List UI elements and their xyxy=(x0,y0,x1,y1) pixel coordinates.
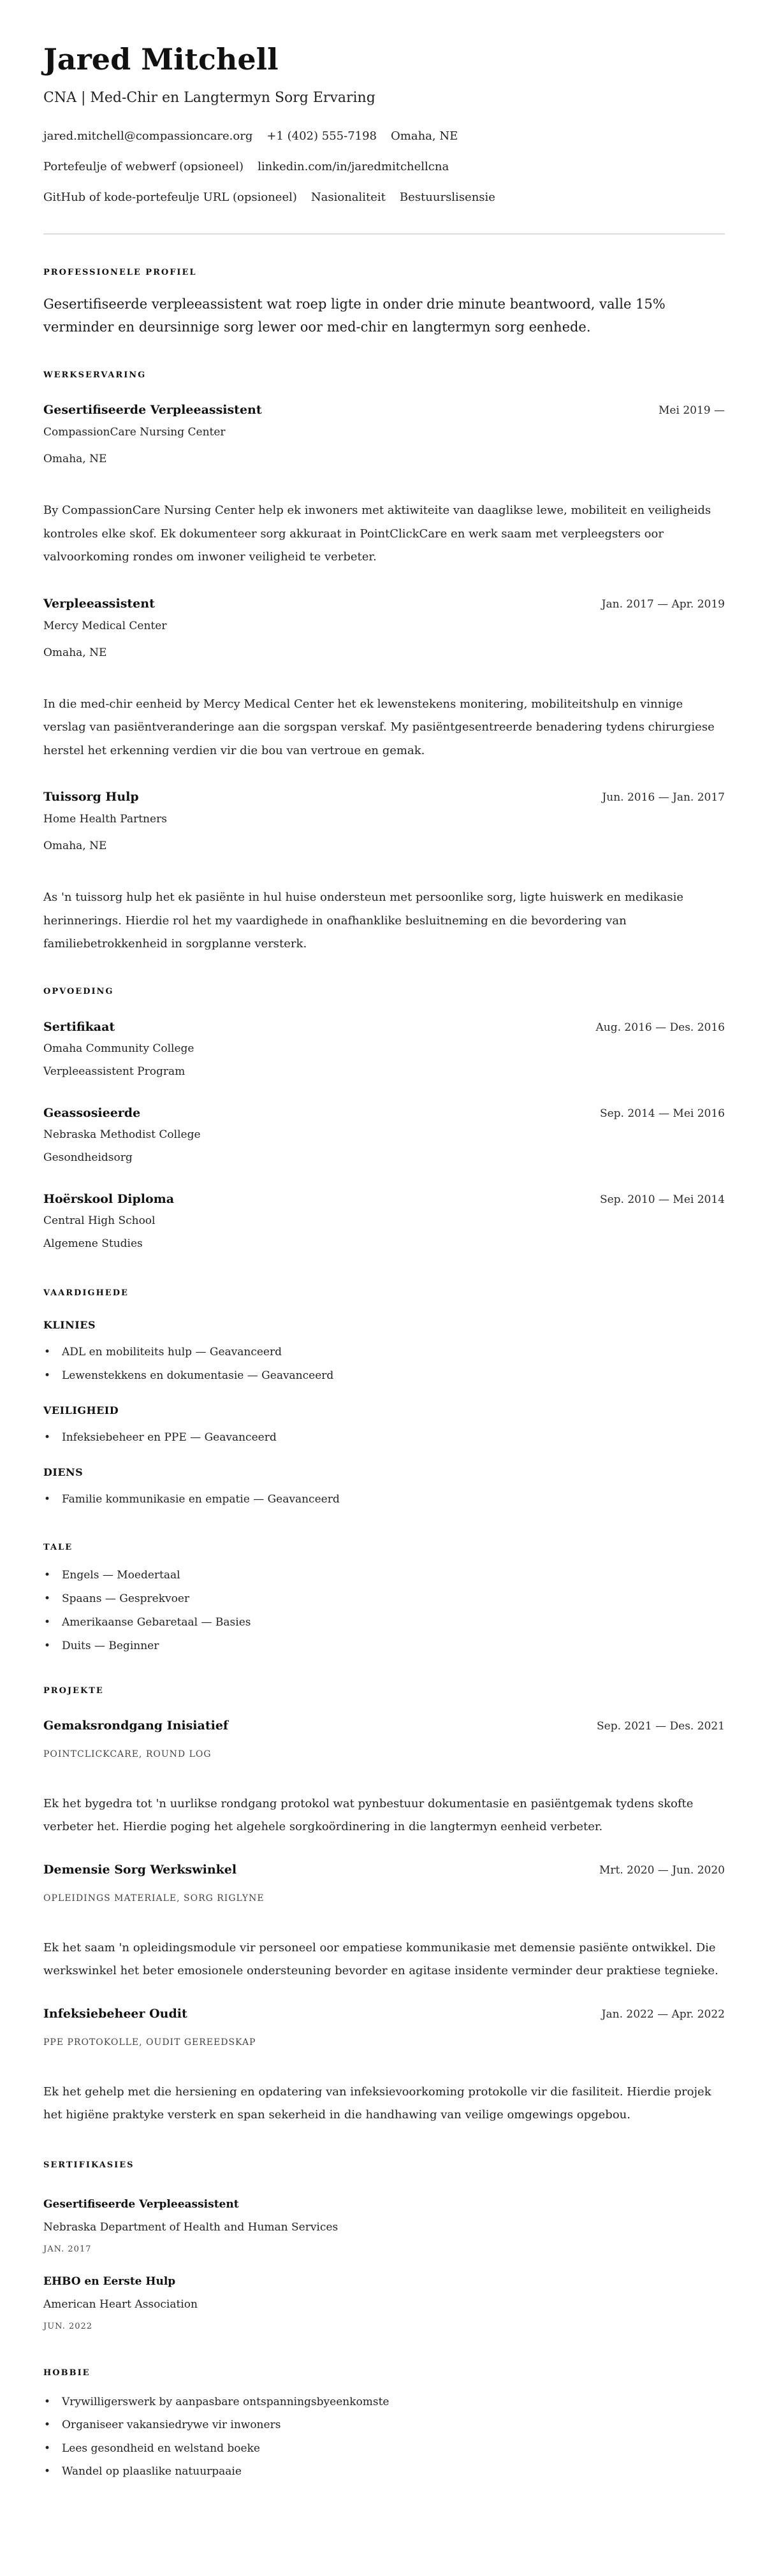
skill-list xyxy=(43,1341,725,1388)
job-entry xyxy=(43,595,725,763)
hobby-item: • Lees gesondheid en welstand boeke xyxy=(43,2437,725,2461)
contact-item xyxy=(43,129,252,143)
skill-item: • ADL en mobiliteits hulp — Geavanceerd xyxy=(43,1341,725,1364)
school: Omaha Community College xyxy=(43,1042,194,1055)
skills-section xyxy=(43,1287,725,1511)
language-item: • Spaans — Gesprekvoer xyxy=(43,1587,725,1611)
language-item: • Amerikaanse Gebaretaal — Basies xyxy=(43,1611,725,1634)
education-dates: Sep. 2014 — Mei 2016 xyxy=(599,1107,725,1120)
project-description: Ek het bygedra tot 'n uurlikse rondgang protokol wat pynbestuur dokumentasie en pasiëntgemak tydens skofte verbeter het. Hierdie poging het algehele sorgkoördinering in die langtermyn eenheid verbeter. xyxy=(43,1796,694,1833)
resume-header xyxy=(43,41,725,207)
job-dates: Mei 2019 — xyxy=(659,404,725,417)
contact-item xyxy=(43,191,297,204)
skill-list xyxy=(43,1426,725,1450)
project-title: Demensie Sorg Werkswinkel xyxy=(43,1862,237,1877)
section-heading: TALE xyxy=(43,1542,73,1552)
project-tech: POINTCLICKCARE, ROUND LOG xyxy=(43,1749,212,1759)
education-section xyxy=(43,986,725,1256)
section-heading: VAARDIGHEDE xyxy=(43,1288,129,1298)
contact-link[interactable]: +1 (402) 555-7198 xyxy=(266,129,377,143)
work-section xyxy=(43,369,725,956)
language-item: • Duits — Beginner xyxy=(43,1634,725,1658)
job-header xyxy=(43,595,725,613)
projects-section xyxy=(43,1685,725,2127)
project-title: Gemaksrondgang Inisiatief xyxy=(43,1718,229,1733)
candidate-name: Jared Mitchell xyxy=(43,42,279,76)
contact-link[interactable]: Nasionaliteit xyxy=(310,191,386,204)
degree: Hoërskool Diploma xyxy=(43,1191,175,1206)
section-heading: OPVOEDING xyxy=(43,986,114,996)
certification-title: Gesertifiseerde Verpleeassistent xyxy=(43,2197,239,2211)
project-description: Ek het saam 'n opleidingsmodule vir personeel oor empatiese kommunikasie met demensie pasiënte ontwikkel. Die werkswinkel het beter emosionele ondersteuning bevorder en agitase insidente verminder deur praktiese tegnieke. xyxy=(43,1940,718,1977)
project-dates: Mrt. 2020 — Jun. 2020 xyxy=(599,1863,725,1877)
skill-item: • Lewenstekkens en dokumentasie — Geavanceerd xyxy=(43,1364,725,1388)
project-dates: Sep. 2021 — Des. 2021 xyxy=(597,1719,725,1733)
certifications-section xyxy=(43,2159,725,2333)
education-header xyxy=(43,1018,725,1037)
job-location: Omaha, NE xyxy=(43,453,107,465)
section-heading: PROJEKTE xyxy=(43,1685,104,1696)
project-header xyxy=(43,1717,725,1735)
hobby-list xyxy=(43,2390,725,2484)
project-header xyxy=(43,2005,725,2023)
certification-title: EHBO en Eerste Hulp xyxy=(43,2274,176,2288)
section-heading: SERTIFIKASIES xyxy=(43,2160,135,2170)
contact-row xyxy=(43,127,725,145)
section-heading: HOBBIE xyxy=(43,2368,91,2378)
contact-info xyxy=(43,127,725,207)
job-company: Home Health Partners xyxy=(43,813,167,826)
job-header xyxy=(43,788,725,806)
project-entry xyxy=(43,2005,725,2127)
certification-issuer: Nebraska Department of Health and Human Services xyxy=(43,2220,339,2234)
profile-section xyxy=(43,266,725,338)
job-description: In die med-chir eenheid by Mercy Medical Center het ek lewenstekens monitering, mobiliteitshulp en vinnige verslag van pasiëntveranderinge aan die sorgspan verskaf. My pasiëntgesentreerde benadering tydens chirurgiese herstel het erkenning verdien vir die bou van vertroue en gemak. xyxy=(43,697,715,757)
contact-link[interactable]: Omaha, NE xyxy=(391,129,458,143)
field-of-study: Verpleeassistent Program xyxy=(43,1065,186,1078)
contact-link[interactable]: linkedin.com/in/jaredmitchellcna xyxy=(258,160,449,173)
education-entry xyxy=(43,1018,725,1084)
school: Central High School xyxy=(43,1214,156,1227)
project-description: Ek het gehelp met die hersiening en opdatering van infeksievoorkoming protokolle vir die fasiliteit. Hierdie projek het higiëne praktyke versterk en span sekerheid in die handhawing van veilige omgewings opgebou. xyxy=(43,2085,711,2121)
project-entry xyxy=(43,1717,725,1838)
contact-item xyxy=(43,160,244,173)
school: Nebraska Methodist College xyxy=(43,1128,201,1141)
job-title: Gesertifiseerde Verpleeassistent xyxy=(43,403,262,417)
certification-date: JAN. 2017 xyxy=(43,2244,92,2254)
certification-list xyxy=(43,2196,725,2333)
degree: Sertifikaat xyxy=(43,1019,115,1034)
education-header xyxy=(43,1104,725,1123)
hobby-item: • Organiseer vakansiedrywe vir inwoners xyxy=(43,2413,725,2437)
degree: Geassosieerde xyxy=(43,1105,141,1120)
job-location: Omaha, NE xyxy=(43,840,107,852)
contact-link[interactable]: jared.mitchell@compassioncare.org xyxy=(43,129,253,143)
language-list xyxy=(43,1564,725,1658)
education-entry xyxy=(43,1104,725,1170)
skill-item: • Familie kommunikasie en empatie — Geavanceerd xyxy=(43,1488,725,1511)
job-dates: Jun. 2016 — Jan. 2017 xyxy=(602,791,725,804)
job-entry xyxy=(43,401,725,569)
job-location: Omaha, NE xyxy=(43,646,107,659)
job-title: Tuissorg Hulp xyxy=(43,790,139,804)
header-divider xyxy=(43,233,725,235)
certification-entry xyxy=(43,2196,725,2256)
languages-section xyxy=(43,1541,725,1658)
education-list xyxy=(43,1018,725,1256)
job-description: By CompassionCare Nursing Center help ek inwoners met aktiwiteite van daaglikse lewe, mobiliteit en veiligheids kontroles elke skof. Ek dokumenteer sorg akkuraat in PointClickCare en werk saam met verpleegsters oor valvoorkoming rondes om inwoner veiligheid te verbeter. xyxy=(43,504,711,564)
project-tech: PPE PROTOKOLLE, OUDIT GEREEDSKAP xyxy=(43,2037,256,2048)
contact-link[interactable]: GitHub of kode-portefeulje URL (opsioneel) xyxy=(43,191,297,204)
project-tech: OPLEIDINGS MATERIALE, SORG RIGLYNE xyxy=(43,1893,265,1903)
job-company: Mercy Medical Center xyxy=(43,619,167,632)
job-entry xyxy=(43,788,725,956)
education-dates: Sep. 2010 — Mei 2014 xyxy=(599,1193,725,1206)
field-of-study: Gesondheidsorg xyxy=(43,1151,133,1164)
education-dates: Aug. 2016 — Des. 2016 xyxy=(595,1021,725,1034)
certification-date: JUN. 2022 xyxy=(43,2321,93,2331)
job-company: CompassionCare Nursing Center xyxy=(43,426,226,439)
skill-list xyxy=(43,1488,725,1511)
certification-entry xyxy=(43,2273,725,2333)
candidate-headline: CNA | Med-Chir en Langtermyn Sorg Ervaring xyxy=(43,90,375,106)
contact-item xyxy=(391,129,458,143)
skill-categories xyxy=(43,1318,725,1511)
skill-category: DIENS xyxy=(43,1466,84,1478)
contact-item xyxy=(258,160,449,173)
job-dates: Jan. 2017 — Apr. 2019 xyxy=(601,597,725,611)
contact-link[interactable]: Portefeulje of webwerf (opsioneel) xyxy=(43,160,244,173)
section-heading: PROFESSIONELE PROFIEL xyxy=(43,268,197,277)
project-entry xyxy=(43,1861,725,1983)
contact-row xyxy=(43,158,725,176)
contact-item xyxy=(266,129,377,143)
project-title: Infeksiebeheer Oudit xyxy=(43,2006,187,2021)
project-header xyxy=(43,1861,725,1879)
profile-summary: Gesertifiseerde verpleeassistent wat roep ligte in onder drie minute beantwoord, valle 15% verminder en deursinnige sorg lewer oor med-chir en langtermyn sorg eenhede. xyxy=(43,296,666,335)
contact-row xyxy=(43,189,725,207)
skill-category: VEILIGHEID xyxy=(43,1404,119,1416)
field-of-study: Algemene Studies xyxy=(43,1237,143,1250)
job-description: As 'n tuissorg hulp het ek pasiënte in hul huise ondersteun met persoonlike sorg, ligte huiswerk en medikasie herinnerings. Hierdie rol het my vaardighede in onafhanklike besluitneming en die bevordering van familiebetrokkenheid in sorgplanne versterk. xyxy=(43,891,684,950)
education-entry xyxy=(43,1190,725,1256)
hobby-item: • Wandel op plaaslike natuurpaaie xyxy=(43,2460,725,2484)
hobbies-section xyxy=(43,2367,725,2484)
project-list xyxy=(43,1717,725,2127)
contact-item xyxy=(311,191,386,204)
hobby-item: • Vrywilligerswerk by aanpasbare ontspanningsbyeenkomste xyxy=(43,2390,725,2414)
job-header xyxy=(43,401,725,419)
skill-category: KLINIES xyxy=(43,1318,96,1331)
language-item: • Engels — Moedertaal xyxy=(43,1564,725,1587)
contact-item xyxy=(400,191,495,204)
education-header xyxy=(43,1190,725,1209)
job-list xyxy=(43,401,725,956)
certification-issuer: American Heart Association xyxy=(43,2297,198,2311)
contact-link[interactable]: Bestuurslisensie xyxy=(399,191,495,204)
skill-item: • Infeksiebeheer en PPE — Geavanceerd xyxy=(43,1426,725,1450)
job-title: Verpleeassistent xyxy=(43,596,155,611)
project-dates: Jan. 2022 — Apr. 2022 xyxy=(601,2007,725,2021)
section-heading: WERKSERVARING xyxy=(43,370,147,380)
